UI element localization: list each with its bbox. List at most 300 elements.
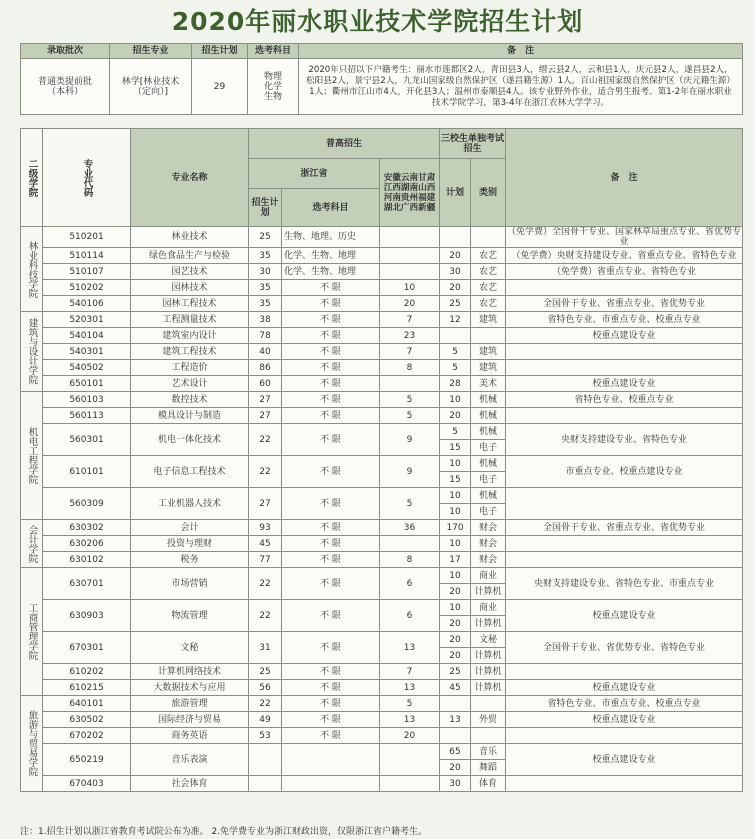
remark-cell: 校重点建设专业 bbox=[506, 328, 743, 344]
subjects-cell: 不 限 bbox=[282, 552, 380, 568]
subjects-cell: 不 限 bbox=[282, 392, 380, 408]
other-cell: 7 bbox=[380, 344, 440, 360]
ts-plan-cell: 20 bbox=[440, 584, 471, 600]
ts-type-cell: 计算机 bbox=[471, 584, 506, 600]
name-cell: 工程测量技术 bbox=[131, 312, 249, 328]
ts-type-cell bbox=[471, 728, 506, 744]
other-cell: 9 bbox=[380, 424, 440, 456]
ts-plan-cell: 20 bbox=[440, 280, 471, 296]
other-cell: 13 bbox=[380, 712, 440, 728]
ts-plan-cell: 65 bbox=[440, 744, 471, 760]
ts-plan-cell bbox=[440, 728, 471, 744]
name-cell: 工业机器人技术 bbox=[131, 488, 249, 520]
early-batch-table bbox=[20, 43, 743, 115]
subjects-cell: 不 限 bbox=[282, 408, 380, 424]
name-cell: 音乐表演 bbox=[131, 744, 249, 776]
header-general: 普高招生 bbox=[249, 129, 440, 159]
table-row bbox=[21, 424, 743, 440]
remark-cell bbox=[506, 488, 743, 520]
remark-cell: 校重点建设专业 bbox=[506, 712, 743, 728]
plan-cell: 27 bbox=[249, 392, 282, 408]
name-cell: 机电一体化技术 bbox=[131, 424, 249, 456]
table-row bbox=[21, 312, 743, 328]
major-line: 林学[林业技术 bbox=[121, 76, 180, 87]
ts-plan-cell: 20 bbox=[440, 616, 471, 632]
ts-plan-cell: 20 bbox=[440, 760, 471, 776]
plan-cell: 25 bbox=[249, 227, 282, 248]
ts-plan-cell: 5 bbox=[440, 344, 471, 360]
table-row bbox=[21, 728, 743, 744]
ts-type-cell: 财会 bbox=[471, 536, 506, 552]
subjects-cell: 不 限 bbox=[282, 696, 380, 712]
ts-plan-cell bbox=[440, 227, 471, 248]
table-row bbox=[21, 536, 743, 552]
subjects-cell: 不 限 bbox=[282, 728, 380, 744]
header-remark: 备 注 bbox=[506, 129, 743, 227]
code-cell: 630302 bbox=[43, 520, 131, 536]
header-name: 专业名称 bbox=[131, 129, 249, 227]
name-cell: 建筑工程技术 bbox=[131, 344, 249, 360]
ts-type-cell: 计算机 bbox=[471, 664, 506, 680]
ts-type-cell: 建筑 bbox=[471, 312, 506, 328]
other-cell: 13 bbox=[380, 632, 440, 664]
code-cell: 610202 bbox=[43, 664, 131, 680]
code-cell: 510202 bbox=[43, 280, 131, 296]
other-cell: 20 bbox=[380, 728, 440, 744]
ts-plan-cell: 30 bbox=[440, 776, 471, 792]
remark-cell: （免学费）省重点专业、省特色专业 bbox=[506, 264, 743, 280]
ts-plan-cell: 25 bbox=[440, 664, 471, 680]
header-plan: 招生计划 bbox=[192, 44, 248, 59]
subject: 物理 bbox=[263, 71, 282, 82]
header-subjects: 选考科目 bbox=[282, 189, 380, 227]
table-row bbox=[21, 600, 743, 616]
code-cell: 520301 bbox=[43, 312, 131, 328]
name-cell: 会计 bbox=[131, 520, 249, 536]
plan-cell: 45 bbox=[249, 536, 282, 552]
other-cell bbox=[380, 536, 440, 552]
remark-cell: 市重点专业、校重点建设专业 bbox=[506, 456, 743, 488]
table-row bbox=[21, 632, 743, 648]
ts-type-cell: 商业 bbox=[471, 568, 506, 584]
table-row bbox=[21, 776, 743, 792]
plan-cell: 53 bbox=[249, 728, 282, 744]
ts-plan-cell: 25 bbox=[440, 296, 471, 312]
ts-plan-cell: 15 bbox=[440, 472, 471, 488]
ts-type-cell: 农艺 bbox=[471, 248, 506, 264]
remark-cell bbox=[506, 280, 743, 296]
ts-plan-cell: 20 bbox=[440, 648, 471, 664]
ts-plan-cell: 15 bbox=[440, 440, 471, 456]
ts-plan-cell: 20 bbox=[440, 632, 471, 648]
name-cell: 电子信息工程技术 bbox=[131, 456, 249, 488]
plan-cell: 35 bbox=[249, 280, 282, 296]
code-cell: 650101 bbox=[43, 376, 131, 392]
plan-cell bbox=[249, 744, 282, 776]
remark-cell: 省特色专业、市重点专业、校重点专业 bbox=[506, 696, 743, 712]
header-college: 二级学院 bbox=[21, 129, 43, 227]
subject: 化学 bbox=[263, 81, 282, 92]
college-cell: 工商管理学院 bbox=[21, 568, 43, 696]
other-cell: 13 bbox=[380, 680, 440, 696]
header-subjects: 选考科目 bbox=[248, 44, 299, 59]
code-cell: 650219 bbox=[43, 744, 131, 776]
subjects-cell: 化学、生物、地理 bbox=[282, 248, 380, 264]
subjects-cell bbox=[248, 59, 299, 115]
plan-cell: 38 bbox=[249, 312, 282, 328]
other-cell: 6 bbox=[380, 568, 440, 600]
ts-plan-cell: 10 bbox=[440, 392, 471, 408]
header-other-provinces: 安徽云南甘肃江西湖南山西 河南贵州福建湖北广西新疆 bbox=[380, 159, 440, 227]
name-cell: 国际经济与贸易 bbox=[131, 712, 249, 728]
name-cell: 园林技术 bbox=[131, 280, 249, 296]
code-cell: 640101 bbox=[43, 696, 131, 712]
name-cell: 商务英语 bbox=[131, 728, 249, 744]
header-ts-plan: 计划 bbox=[440, 159, 471, 227]
remark-cell: 校重点建设专业 bbox=[506, 680, 743, 696]
subjects-cell: 不 限 bbox=[282, 280, 380, 296]
plan-cell: 49 bbox=[249, 712, 282, 728]
subjects-cell: 不 限 bbox=[282, 424, 380, 456]
plan-cell: 22 bbox=[249, 600, 282, 632]
remark-cell: 央财支持建设专业、省特色专业、市重点专业 bbox=[506, 568, 743, 600]
other-cell bbox=[380, 776, 440, 792]
ts-type-cell: 计算机 bbox=[471, 616, 506, 632]
ts-type-cell: 机械 bbox=[471, 392, 506, 408]
name-cell: 数控技术 bbox=[131, 392, 249, 408]
ts-type-cell: 电子 bbox=[471, 504, 506, 520]
remark-cell bbox=[506, 408, 743, 424]
plan-cell: 56 bbox=[249, 680, 282, 696]
subjects-cell: 不 限 bbox=[282, 344, 380, 360]
ts-plan-cell: 45 bbox=[440, 680, 471, 696]
header-ts-type: 类别 bbox=[471, 159, 506, 227]
table-row bbox=[21, 744, 743, 760]
ts-type-cell bbox=[471, 227, 506, 248]
name-cell: 园艺技术 bbox=[131, 264, 249, 280]
table-row bbox=[21, 568, 743, 584]
plan-cell: 86 bbox=[249, 360, 282, 376]
ts-plan-cell: 10 bbox=[440, 536, 471, 552]
ts-plan-cell: 10 bbox=[440, 456, 471, 472]
ts-plan-cell: 10 bbox=[440, 504, 471, 520]
name-cell: 大数据技术与应用 bbox=[131, 680, 249, 696]
enrollment-plan-table bbox=[20, 128, 743, 792]
table-row bbox=[21, 664, 743, 680]
remark-cell: 全国骨干专业、省重点专业、省优势专业 bbox=[506, 296, 743, 312]
table-row bbox=[21, 360, 743, 376]
plan-cell bbox=[249, 776, 282, 792]
remark-cell: （免学费）全国骨干专业、国家林草局重点专业、省优势专业 bbox=[507, 227, 742, 247]
college-cell: 建筑与设计学院 bbox=[21, 312, 43, 392]
other-cell: 9 bbox=[380, 456, 440, 488]
subjects-cell: 不 限 bbox=[282, 456, 380, 488]
ts-plan-cell: 12 bbox=[440, 312, 471, 328]
name-cell: 物流管理 bbox=[131, 600, 249, 632]
code-cell: 560113 bbox=[43, 408, 131, 424]
major-cell bbox=[110, 59, 192, 115]
ts-plan-cell: 17 bbox=[440, 552, 471, 568]
subjects-cell: 不 限 bbox=[282, 536, 380, 552]
plan-cell: 22 bbox=[249, 696, 282, 712]
ts-plan-cell: 30 bbox=[440, 264, 471, 280]
table-row bbox=[21, 680, 743, 696]
table-row bbox=[21, 696, 743, 712]
name-cell: 社会体育 bbox=[131, 776, 249, 792]
plan-cell: 35 bbox=[249, 248, 282, 264]
other-cell: 5 bbox=[380, 488, 440, 520]
header-batch: 录取批次 bbox=[21, 44, 110, 59]
remark-cell: 省特色专业、市重点专业、校重点专业 bbox=[506, 312, 743, 328]
ts-type-cell: 建筑 bbox=[471, 344, 506, 360]
ts-type-cell: 机械 bbox=[471, 456, 506, 472]
batch-line: 普通类提前批 bbox=[37, 76, 92, 87]
ts-type-cell: 建筑 bbox=[471, 360, 506, 376]
plan-cell: 22 bbox=[249, 456, 282, 488]
code-cell: 670301 bbox=[43, 632, 131, 664]
code-cell: 630502 bbox=[43, 712, 131, 728]
code-cell: 610101 bbox=[43, 456, 131, 488]
table-row bbox=[21, 712, 743, 728]
name-cell: 投资与理财 bbox=[131, 536, 249, 552]
subjects-cell: 不 限 bbox=[282, 520, 380, 536]
ts-plan-cell: 10 bbox=[440, 488, 471, 504]
table-row bbox=[21, 408, 743, 424]
table-row bbox=[21, 280, 743, 296]
ts-plan-cell: 5 bbox=[440, 360, 471, 376]
header-remark: 备 注 bbox=[299, 44, 743, 59]
code-cell: 510201 bbox=[43, 227, 131, 248]
other-cell: 8 bbox=[380, 360, 440, 376]
plan-cell: 31 bbox=[249, 632, 282, 664]
name-cell: 工程造价 bbox=[131, 360, 249, 376]
subjects-cell: 不 限 bbox=[282, 712, 380, 728]
remark-cell bbox=[506, 552, 743, 568]
code-cell: 540106 bbox=[43, 296, 131, 312]
remark-cell: 校重点建设专业 bbox=[506, 376, 743, 392]
other-cell bbox=[380, 227, 440, 248]
remark-cell: 省特色专业、校重点专业 bbox=[506, 392, 743, 408]
subjects-cell: 不 限 bbox=[282, 664, 380, 680]
remark-cell: 全国骨干专业、省重点专业、省优势专业 bbox=[506, 520, 743, 536]
other-cell: 23 bbox=[380, 328, 440, 344]
remark-cell: 全国骨干专业、省优势专业、省特色专业 bbox=[506, 632, 743, 664]
ts-type-cell: 音乐 bbox=[471, 744, 506, 760]
subjects-cell: 生物、地理、历史 bbox=[282, 227, 380, 248]
other-cell: 5 bbox=[380, 696, 440, 712]
college-cell: 机电工程学院 bbox=[21, 392, 43, 520]
other-cell: 5 bbox=[380, 392, 440, 408]
ts-type-cell: 电子 bbox=[471, 472, 506, 488]
other-cell: 20 bbox=[380, 296, 440, 312]
subjects-cell bbox=[282, 776, 380, 792]
remark-cell: 央财支持建设专业、省特色专业 bbox=[506, 424, 743, 456]
footer-note: 注：1.招生计划以浙江省教育考试院公布为准。 2.免学费专业为浙江财政出资，仅限浙江省户籍考生。 bbox=[20, 827, 428, 837]
ts-type-cell: 农艺 bbox=[471, 296, 506, 312]
code-cell: 510114 bbox=[43, 248, 131, 264]
ts-type-cell: 电子 bbox=[471, 440, 506, 456]
other-cell bbox=[380, 376, 440, 392]
name-cell: 市场营销 bbox=[131, 568, 249, 600]
name-cell: 计算机网络技术 bbox=[131, 664, 249, 680]
ts-plan-cell: 28 bbox=[440, 376, 471, 392]
other-cell: 6 bbox=[380, 600, 440, 632]
code-cell: 670403 bbox=[43, 776, 131, 792]
other-cell bbox=[380, 264, 440, 280]
ts-type-cell: 财会 bbox=[471, 552, 506, 568]
name-cell: 艺术设计 bbox=[131, 376, 249, 392]
ts-type-cell: 计算机 bbox=[471, 680, 506, 696]
ts-type-cell: 商业 bbox=[471, 600, 506, 616]
header-zhejiang: 浙江省 bbox=[249, 159, 380, 189]
ts-plan-cell: 13 bbox=[440, 712, 471, 728]
table-row bbox=[21, 227, 743, 248]
code-cell: 630102 bbox=[43, 552, 131, 568]
code-cell: 540301 bbox=[43, 344, 131, 360]
ts-type-cell: 外贸 bbox=[471, 712, 506, 728]
other-cell: 7 bbox=[380, 312, 440, 328]
code-cell: 630701 bbox=[43, 568, 131, 600]
subjects-cell: 不 限 bbox=[282, 568, 380, 600]
code-cell: 560103 bbox=[43, 392, 131, 408]
header-plan: 招生计划 bbox=[249, 189, 282, 227]
table-row bbox=[21, 248, 743, 264]
plan-cell: 22 bbox=[249, 424, 282, 456]
ts-type-cell: 农艺 bbox=[471, 280, 506, 296]
name-cell: 建筑室内设计 bbox=[131, 328, 249, 344]
table-row bbox=[21, 488, 743, 504]
table-row bbox=[21, 264, 743, 280]
remark-cell: 2020年只招以下户籍考生：丽水市莲都区2人，青田县3人，缙云县2人，云和县1人，庆元县2人，遂昌县2人，松阳县2人，景宁县2人，九龙山国家级自然保护区（遂昌籍生源）1人，百山祖国家级自然保护区（庆元籍生源）1人；衢州市江山市4人，开化县3人；温州市泰顺县4人。该专业野外作业，适合男生报考。第1-2年在丽水职业技术学院学习，第3-4年在浙江农林大学学习。 bbox=[299, 59, 743, 115]
ts-plan-cell: 170 bbox=[440, 520, 471, 536]
ts-plan-cell: 10 bbox=[440, 568, 471, 584]
remark-cell bbox=[506, 360, 743, 376]
college-cell: 旅游与贸易学院 bbox=[21, 696, 43, 792]
remark-cell: （免学费）央财支持建设专业、省重点专业、省特色专业 bbox=[506, 248, 743, 264]
name-cell: 税务 bbox=[131, 552, 249, 568]
header-major: 招生专业 bbox=[110, 44, 192, 59]
other-cell: 10 bbox=[380, 280, 440, 296]
ts-type-cell: 机械 bbox=[471, 424, 506, 440]
plan-cell: 40 bbox=[249, 344, 282, 360]
remark-cell bbox=[506, 776, 743, 792]
subjects-cell: 不 限 bbox=[282, 312, 380, 328]
plan-cell: 27 bbox=[249, 408, 282, 424]
remark-cell bbox=[506, 728, 743, 744]
ts-plan-cell: 10 bbox=[440, 600, 471, 616]
ts-type-cell: 体育 bbox=[471, 776, 506, 792]
ts-type-cell: 财会 bbox=[471, 520, 506, 536]
code-cell: 630903 bbox=[43, 600, 131, 632]
subjects-cell: 不 限 bbox=[282, 360, 380, 376]
remark-cell: 校重点建设专业 bbox=[506, 600, 743, 632]
ts-plan-cell: 20 bbox=[440, 408, 471, 424]
plan-cell: 93 bbox=[249, 520, 282, 536]
remark-cell bbox=[506, 664, 743, 680]
ts-type-cell bbox=[471, 328, 506, 344]
other-cell: 7 bbox=[380, 664, 440, 680]
plan-cell: 77 bbox=[249, 552, 282, 568]
code-cell: 560301 bbox=[43, 424, 131, 456]
table-row bbox=[21, 376, 743, 392]
name-cell: 模具设计与制造 bbox=[131, 408, 249, 424]
ts-type-cell: 机械 bbox=[471, 488, 506, 504]
ts-plan-cell: 20 bbox=[440, 248, 471, 264]
plan-cell: 25 bbox=[249, 664, 282, 680]
table-row bbox=[21, 520, 743, 536]
table-row bbox=[21, 296, 743, 312]
plan-cell: 35 bbox=[249, 296, 282, 312]
subjects-cell: 不 限 bbox=[282, 600, 380, 632]
code-cell: 670202 bbox=[43, 728, 131, 744]
subjects-cell: 不 限 bbox=[282, 328, 380, 344]
name-cell: 绿色食品生产与检验 bbox=[131, 248, 249, 264]
college-cell: 会计学院 bbox=[21, 520, 43, 568]
ts-type-cell: 文秘 bbox=[471, 632, 506, 648]
other-cell bbox=[380, 248, 440, 264]
remark-cell: 校重点建设专业 bbox=[506, 744, 743, 776]
ts-type-cell bbox=[471, 696, 506, 712]
other-cell: 8 bbox=[380, 552, 440, 568]
subjects-cell bbox=[282, 744, 380, 776]
subjects-cell: 不 限 bbox=[282, 296, 380, 312]
plan-cell: 60 bbox=[249, 376, 282, 392]
ts-type-cell: 舞蹈 bbox=[471, 760, 506, 776]
code-cell: 630206 bbox=[43, 536, 131, 552]
other-cell bbox=[380, 744, 440, 776]
other-cell: 5 bbox=[380, 408, 440, 424]
code-cell: 510107 bbox=[43, 264, 131, 280]
other-cell: 36 bbox=[380, 520, 440, 536]
batch-cell bbox=[21, 59, 110, 115]
plan-cell: 30 bbox=[249, 264, 282, 280]
name-cell: 旅游管理 bbox=[131, 696, 249, 712]
table-row bbox=[21, 392, 743, 408]
header-three-school: 三校生单独考试招生 bbox=[440, 129, 506, 159]
remark-cell bbox=[506, 536, 743, 552]
table-row bbox=[21, 344, 743, 360]
plan-cell: 29 bbox=[192, 59, 248, 115]
ts-plan-cell: 5 bbox=[440, 424, 471, 440]
ts-type-cell: 计算机 bbox=[471, 648, 506, 664]
code-cell: 610215 bbox=[43, 680, 131, 696]
plan-cell: 27 bbox=[249, 488, 282, 520]
code-cell: 540502 bbox=[43, 360, 131, 376]
subjects-cell: 化学、生物、地理 bbox=[282, 264, 380, 280]
college-cell: 林业科技学院 bbox=[21, 227, 43, 312]
ts-type-cell: 农艺 bbox=[471, 264, 506, 280]
subjects-cell: 不 限 bbox=[282, 488, 380, 520]
plan-cell: 22 bbox=[249, 568, 282, 600]
table-row bbox=[21, 552, 743, 568]
ts-plan-cell bbox=[440, 696, 471, 712]
major-line: （定向）] bbox=[132, 86, 168, 97]
ts-type-cell: 机械 bbox=[471, 408, 506, 424]
subjects-cell: 不 限 bbox=[282, 632, 380, 664]
page-title: 2020年丽水职业技术学院招生计划 bbox=[171, 7, 584, 36]
ts-type-cell: 美术 bbox=[471, 376, 506, 392]
ts-plan-cell bbox=[440, 328, 471, 344]
subjects-cell: 不 限 bbox=[282, 376, 380, 392]
table-row bbox=[21, 328, 743, 344]
table-row bbox=[21, 456, 743, 472]
batch-line: （本科） bbox=[46, 86, 83, 97]
subjects-cell: 不 限 bbox=[282, 680, 380, 696]
name-cell: 园林工程技术 bbox=[131, 296, 249, 312]
header-code: 专业代码 bbox=[43, 129, 131, 227]
name-cell: 林业技术 bbox=[131, 227, 249, 248]
remark-cell bbox=[506, 344, 743, 360]
